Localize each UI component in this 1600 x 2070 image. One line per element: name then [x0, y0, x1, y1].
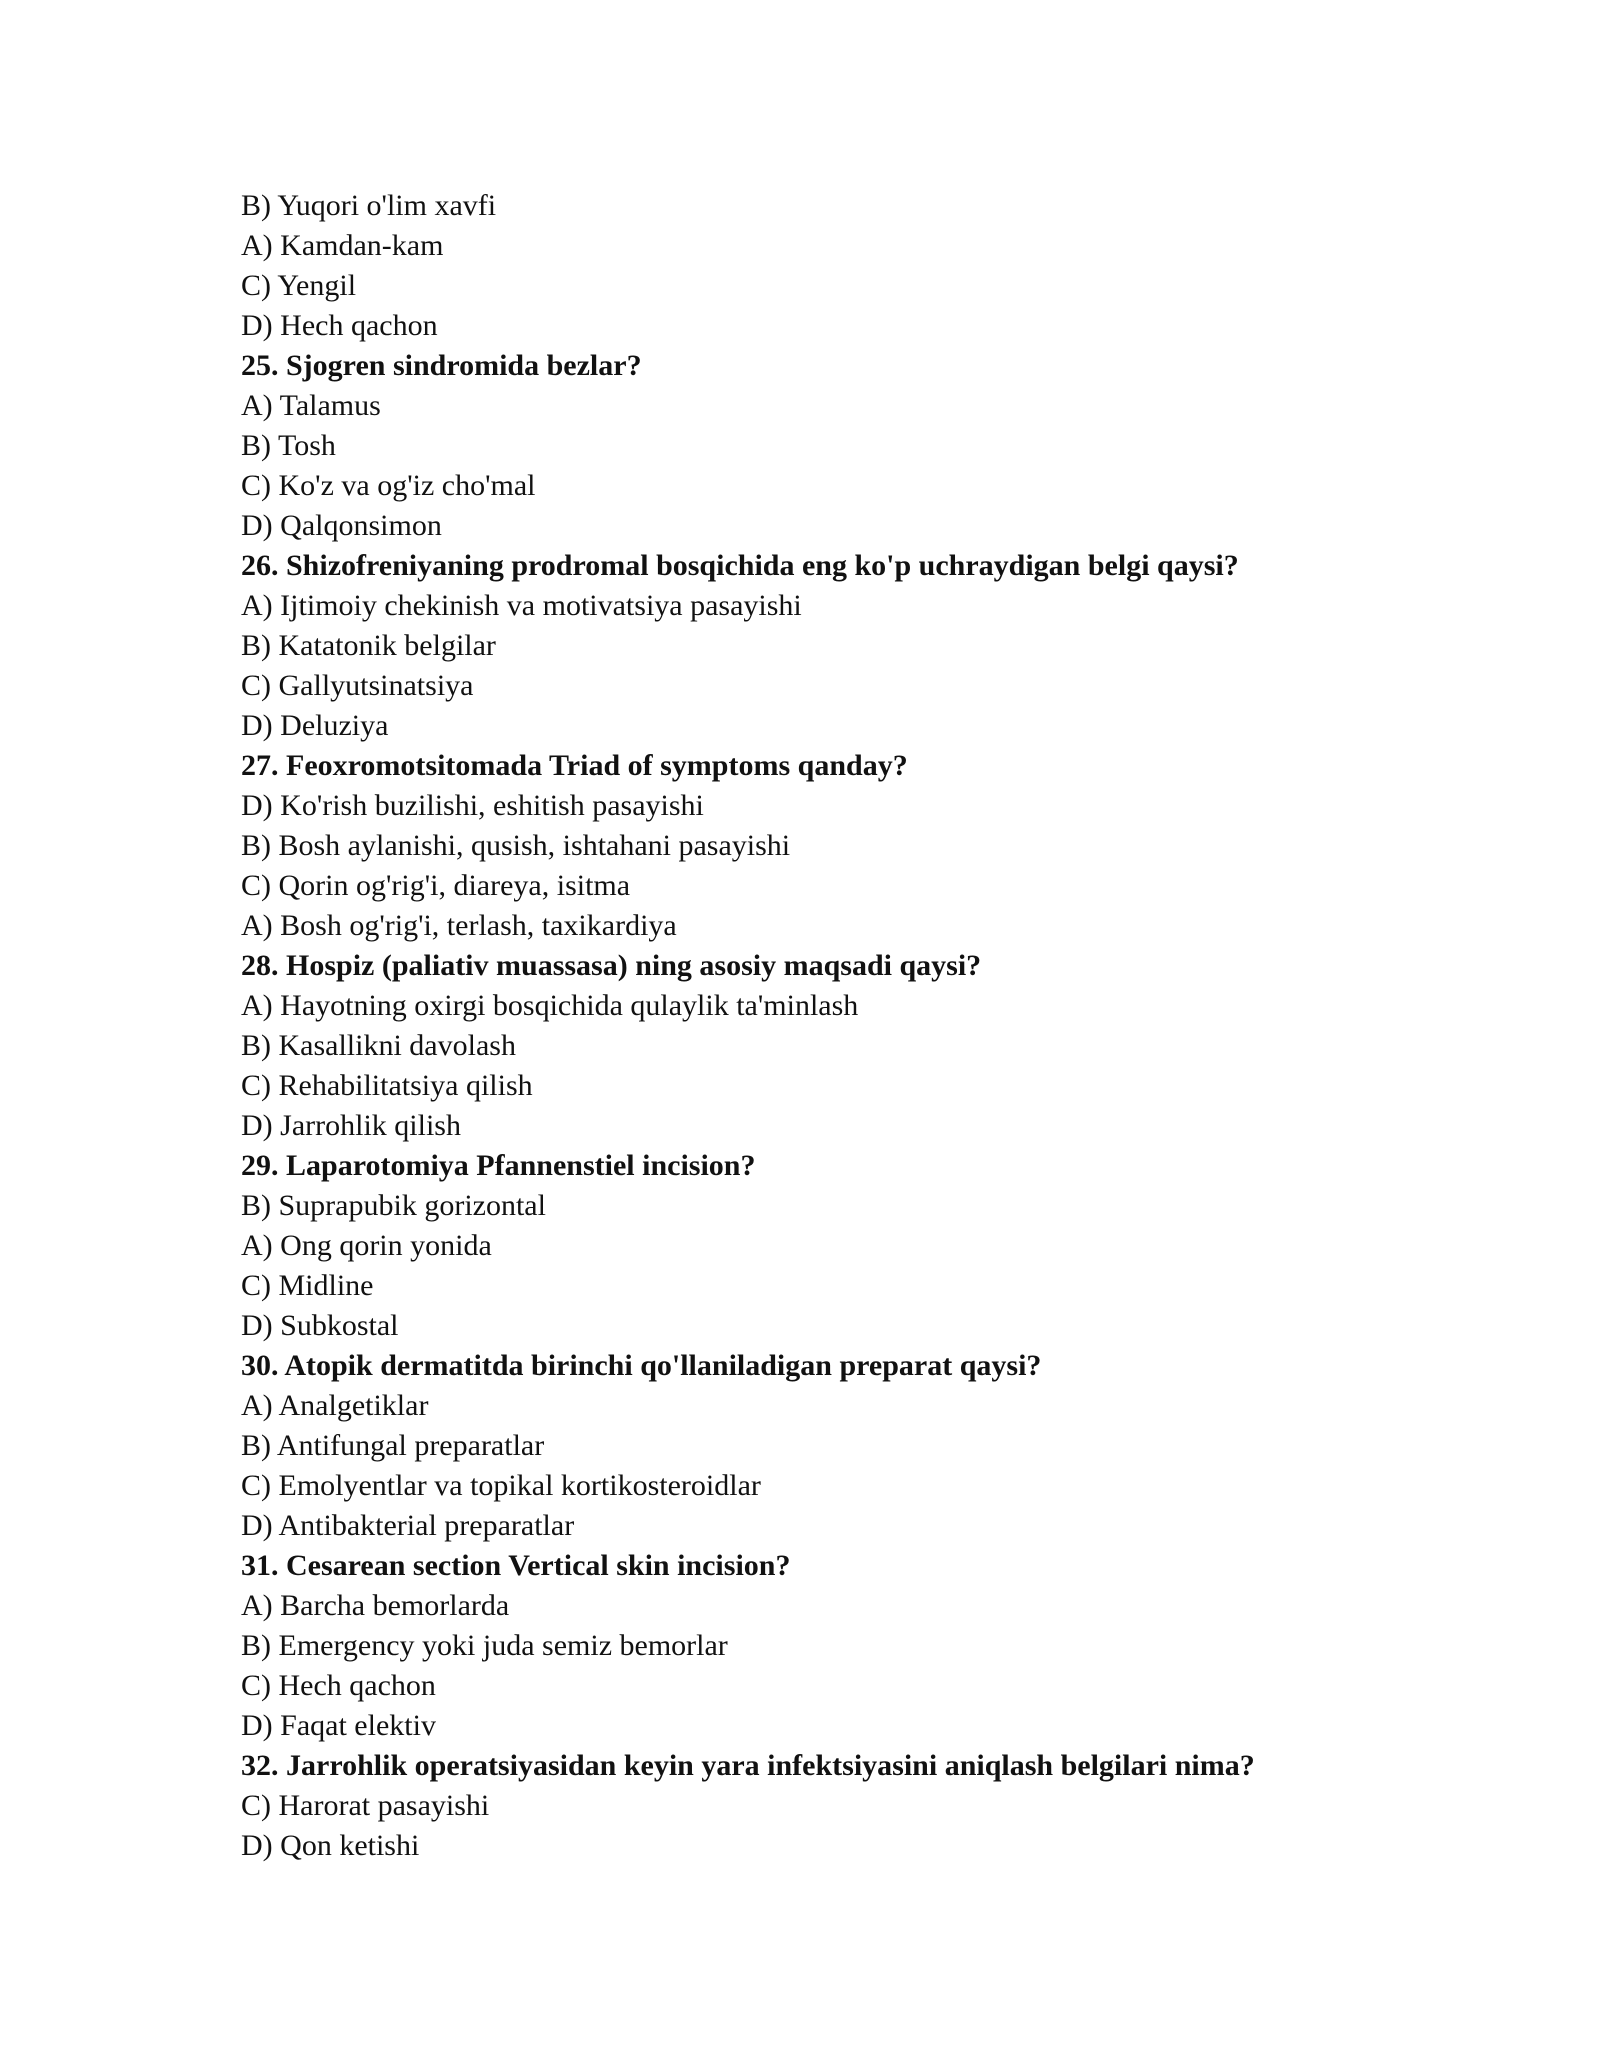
answer-option: A) Bosh og'rig'i, terlash, taxikardiya — [241, 909, 677, 942]
answer-option: A) Analgetiklar — [241, 1389, 429, 1422]
answer-option: B) Kasallikni davolash — [241, 1029, 516, 1062]
answer-option: C) Rehabilitatsiya qilish — [241, 1069, 533, 1102]
answer-option: D) Faqat elektiv — [241, 1709, 436, 1742]
answer-option: D) Deluziya — [241, 709, 389, 742]
answer-option: A) Talamus — [241, 389, 381, 422]
answer-option: D) Qon ketishi — [241, 1829, 420, 1862]
question-text: 32. Jarrohlik operatsiyasidan keyin yara infektsiyasini aniqlash belgilari nima? — [241, 1749, 1255, 1782]
answer-option: C) Midline — [241, 1269, 374, 1302]
answer-option: D) Ko'rish buzilishi, eshitish pasayishi — [241, 789, 704, 822]
question-block — [241, 546, 1441, 746]
question-block — [241, 1146, 1441, 1346]
answer-option: B) Bosh aylanishi, qusish, ishtahani pasayishi — [241, 829, 791, 862]
answer-option: C) Qorin og'rig'i, diareya, isitma — [241, 869, 631, 902]
answer-option: D) Qalqonsimon — [241, 509, 442, 542]
answer-option: C) Ko'z va og'iz cho'mal — [241, 469, 536, 502]
answer-option: B) Antifungal preparatlar — [241, 1429, 545, 1462]
question-block — [241, 1546, 1441, 1746]
question-block — [241, 1746, 1441, 1866]
question-block — [241, 186, 1441, 346]
question-text: 31. Cesarean section Vertical skin incision? — [241, 1549, 791, 1582]
answer-option: C) Emolyentlar va topikal kortikosteroidlar — [241, 1469, 761, 1502]
question-text: 27. Feoxromotsitomada Triad of symptoms qanday? — [241, 749, 908, 782]
answer-option: B) Tosh — [241, 429, 336, 462]
answer-option: C) Harorat pasayishi — [241, 1789, 490, 1822]
question-text: 29. Laparotomiya Pfannenstiel incision? — [241, 1149, 756, 1182]
answer-option: A) Kamdan-kam — [241, 229, 444, 262]
answer-option: A) Ijtimoiy chekinish va motivatsiya pasayishi — [241, 589, 802, 622]
question-text: 26. Shizofreniyaning prodromal bosqichida eng ko'p uchraydigan belgi qaysi? — [241, 549, 1239, 582]
answer-option: C) Hech qachon — [241, 1669, 436, 1702]
question-block — [241, 746, 1441, 946]
question-block — [241, 346, 1441, 546]
answer-option: D) Subkostal — [241, 1309, 399, 1342]
document-page — [241, 186, 1441, 1866]
answer-option: B) Suprapubik gorizontal — [241, 1189, 546, 1222]
answer-option: D) Jarrohlik qilish — [241, 1109, 461, 1142]
answer-option: A) Hayotning oxirgi bosqichida qulaylik ta'minlash — [241, 989, 859, 1022]
answer-option: A) Ong qorin yonida — [241, 1229, 492, 1262]
answer-option: D) Hech qachon — [241, 309, 438, 342]
answer-option: B) Katatonik belgilar — [241, 629, 496, 662]
answer-option: B) Yuqori o'lim xavfi — [241, 189, 497, 222]
answer-option: A) Barcha bemorlarda — [241, 1589, 510, 1622]
question-text: 30. Atopik dermatitda birinchi qo'llaniladigan preparat qaysi? — [241, 1349, 1042, 1382]
answer-option: C) Gallyutsinatsiya — [241, 669, 474, 702]
question-block — [241, 1346, 1441, 1546]
answer-option: C) Yengil — [241, 269, 357, 302]
question-block — [241, 946, 1441, 1146]
question-text: 25. Sjogren sindromida bezlar? — [241, 349, 642, 382]
answer-option: B) Emergency yoki juda semiz bemorlar — [241, 1629, 728, 1662]
question-text: 28. Hospiz (paliativ muassasa) ning asosiy maqsadi qaysi? — [241, 949, 982, 982]
answer-option: D) Antibakterial preparatlar — [241, 1509, 575, 1542]
